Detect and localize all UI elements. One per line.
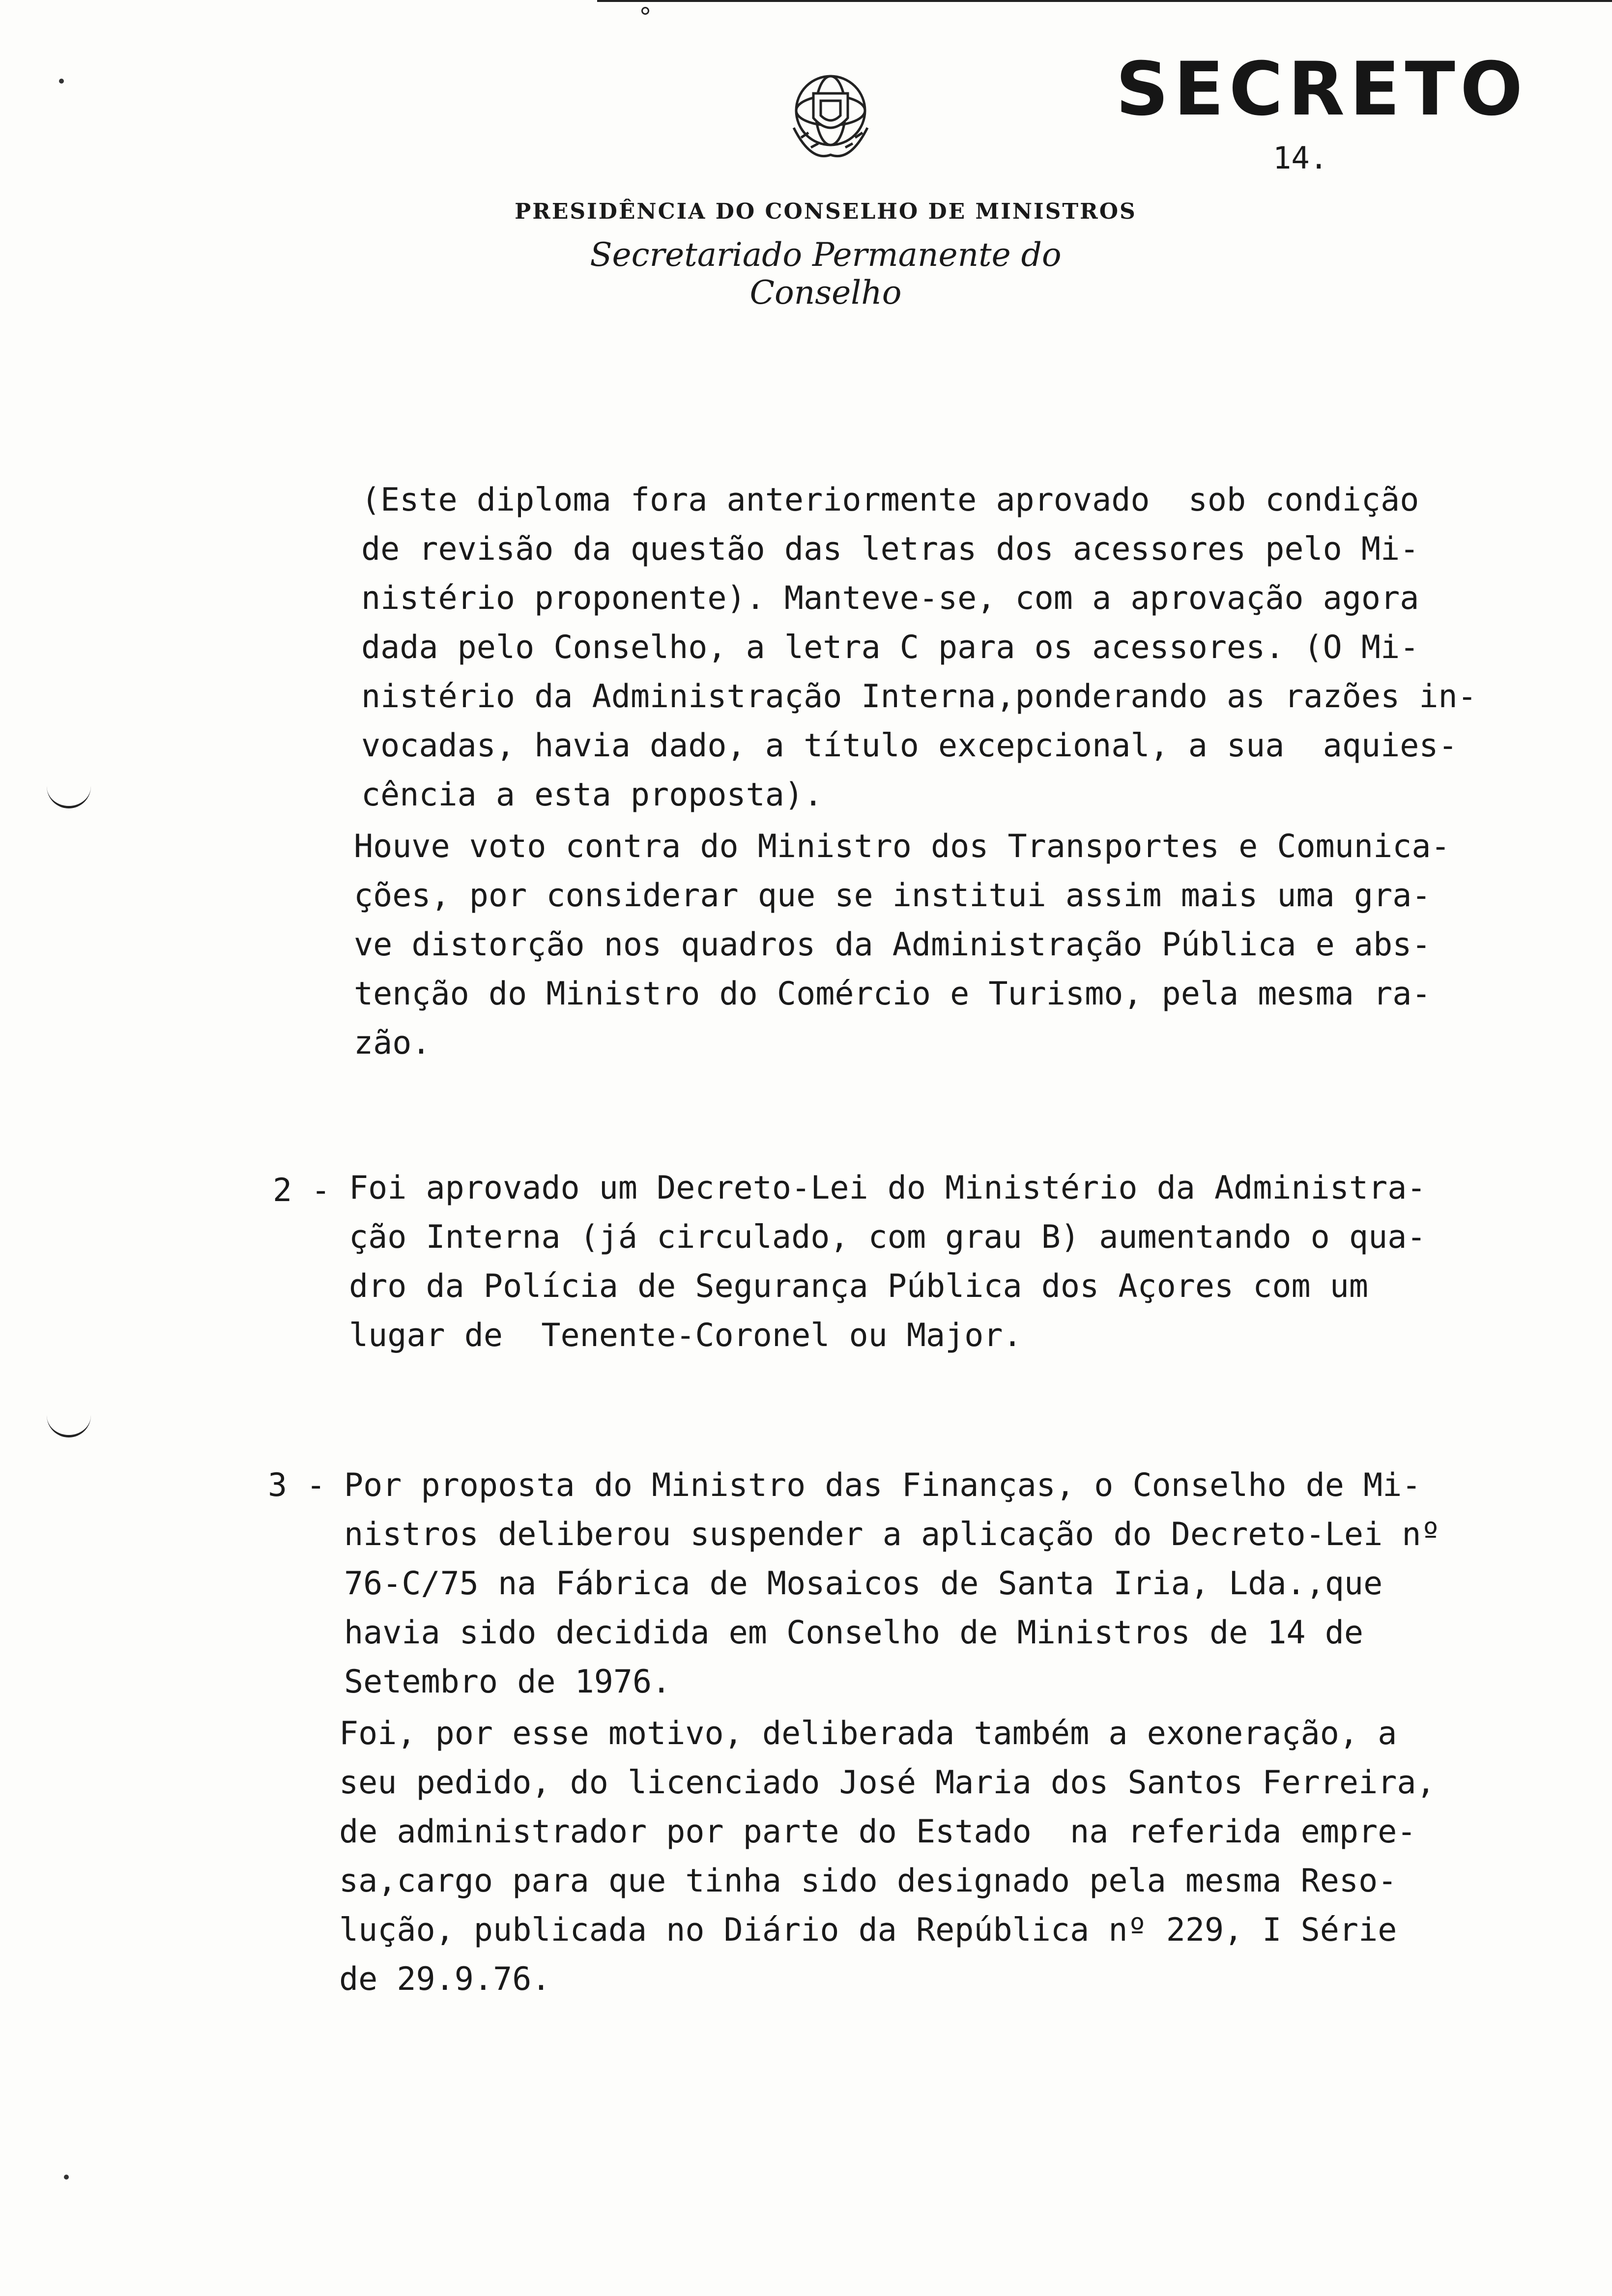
text-line: seu pedido, do licenciado José Maria dos Santos Ferreira, bbox=[339, 1764, 1436, 1801]
text-line: havia sido decidida em Conselho de Ministros de 14 de bbox=[344, 1614, 1364, 1651]
text-line: vocadas, havia dado, a título excepcional, a sua aquies- bbox=[361, 727, 1458, 764]
top-border-line bbox=[597, 0, 1612, 2]
text-line: Foi aprovado um Decreto-Lei do Ministério da Administra- bbox=[349, 1170, 1426, 1206]
text-line: nistério proponente). Manteve-se, com a aprovação agora bbox=[361, 580, 1419, 617]
text-line: dro da Polícia de Segurança Pública dos Açores com um bbox=[349, 1268, 1369, 1305]
text-line: lução, publicada no Diário da República nº 229, I Série bbox=[339, 1912, 1397, 1949]
text-line: (Este diploma fora anteriormente aprovado sob condição bbox=[361, 482, 1419, 518]
text-line: Por proposta do Ministro das Finanças, o Conselho de Mi- bbox=[344, 1467, 1421, 1504]
page-number: 14. bbox=[1273, 140, 1328, 176]
text-line: 76-C/75 na Fábrica de Mosaicos de Santa Iria, Lda.,que bbox=[344, 1565, 1383, 1602]
text-line: Setembro de 1976. bbox=[344, 1664, 671, 1700]
text-line: cência a esta proposta). bbox=[361, 776, 823, 813]
text-line: nistros deliberou suspender a aplicação do Decreto-Lei nº bbox=[344, 1516, 1440, 1553]
coat-of-arms-emblem-icon bbox=[767, 64, 894, 172]
text-line: sa,cargo para que tinha sido designado pela mesma Reso- bbox=[339, 1863, 1397, 1899]
text-line: lugar de Tenente-Coronel ou Major. bbox=[349, 1317, 1022, 1354]
text-line: ve distorção nos quadros da Administração Pública e abs- bbox=[354, 926, 1431, 963]
department-subheading: Secretariado Permanente do Conselho bbox=[590, 236, 1062, 312]
margin-mark bbox=[47, 1415, 91, 1437]
text-line: de administrador por parte do Estado na referida empre- bbox=[339, 1813, 1416, 1850]
item-number: 3 - bbox=[268, 1467, 326, 1504]
institution-heading: PRESIDÊNCIA DO CONSELHO DE MINISTROS bbox=[515, 199, 1137, 224]
punch-mark bbox=[641, 7, 649, 15]
item-number: 2 - bbox=[273, 1172, 331, 1209]
text-line: ções, por considerar que se institui assim mais uma gra- bbox=[354, 877, 1431, 914]
speck bbox=[64, 2175, 69, 2180]
secret-stamp: SECRETO bbox=[1116, 47, 1528, 132]
speck bbox=[59, 79, 64, 84]
text-line: nistério da Administração Interna,ponderando as razões in- bbox=[361, 678, 1477, 715]
text-line: Foi, por esse motivo, deliberada também a exoneração, a bbox=[339, 1715, 1397, 1752]
text-line: dada pelo Conselho, a letra C para os acessores. (O Mi- bbox=[361, 629, 1419, 666]
text-line: de revisão da questão das letras dos acessores pelo Mi- bbox=[361, 531, 1419, 568]
text-line: de 29.9.76. bbox=[339, 1961, 551, 1998]
text-line: ção Interna (já circulado, com grau B) aumentando o qua- bbox=[349, 1219, 1426, 1256]
text-line: zão. bbox=[354, 1025, 431, 1062]
text-line: Houve voto contra do Ministro dos Transportes e Comunica- bbox=[354, 828, 1450, 865]
text-line: tenção do Ministro do Comércio e Turismo, pela mesma ra- bbox=[354, 976, 1431, 1012]
margin-mark bbox=[47, 786, 91, 808]
